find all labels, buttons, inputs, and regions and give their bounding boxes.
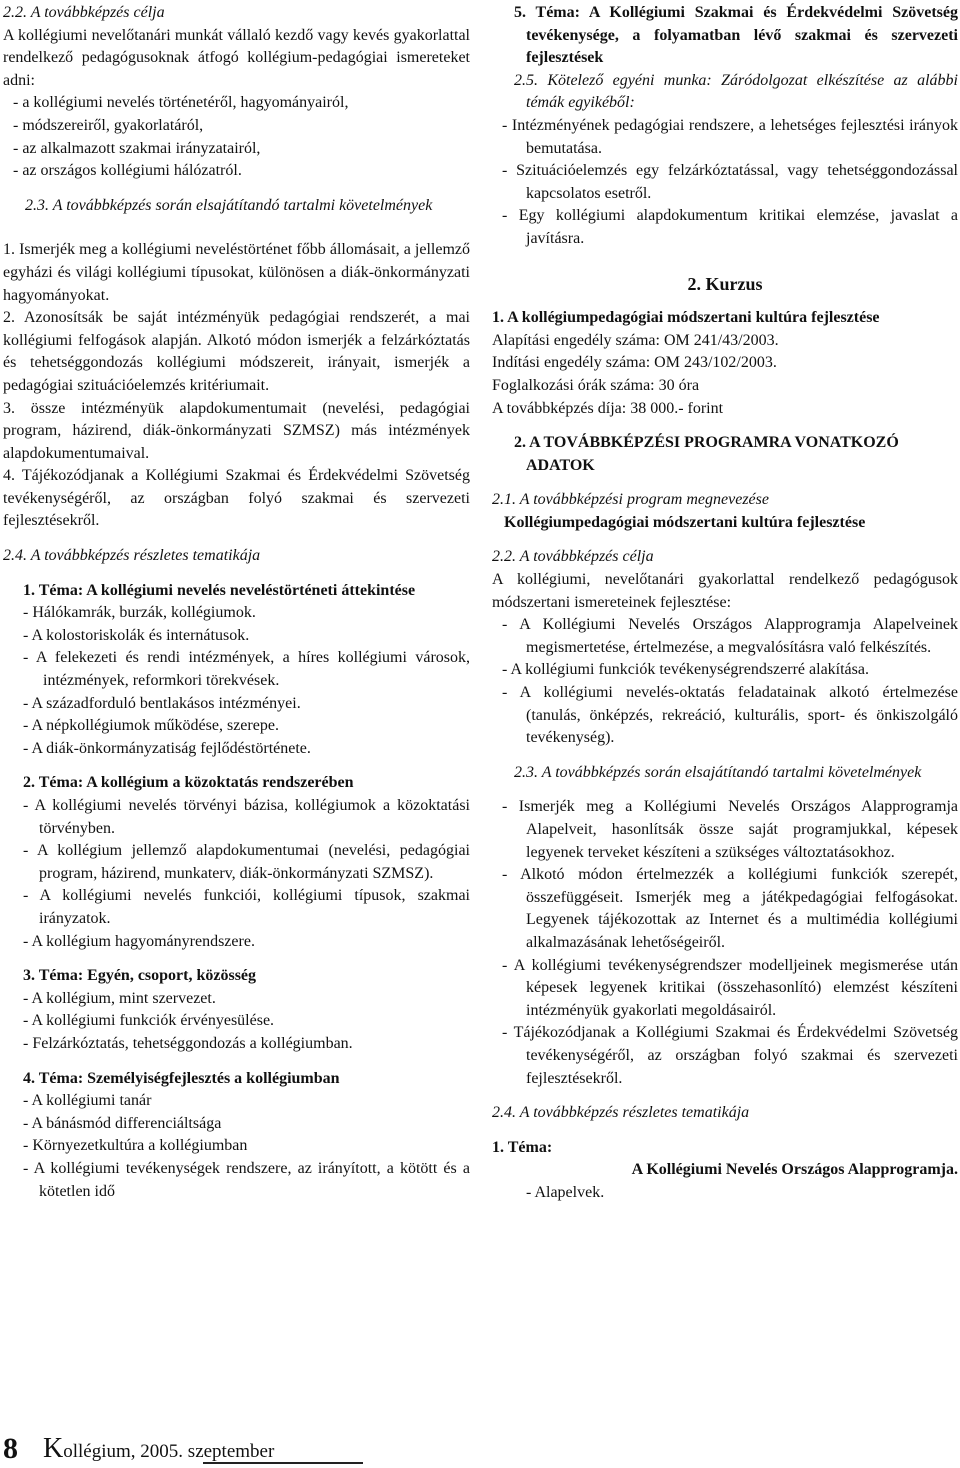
list-item: - Alkotó módon értelmezzék a kollégiumi funkciók szerepét, összefüggéseit. Ismerjék meg a játékpedagógiai felfogásokat. Legyenek tájékozottak az Internet és a multimédia kollégiumi alkalmazásának lehetőségeiről. (502, 866, 958, 951)
journal-initial: K (43, 1433, 64, 1464)
list-item: - A kollégiumi nevelés-oktatás feladatainak alkotó értelmezése (tanulás, önképzés, rekreáció, kulturális, sport- és önkiszolgáló tevékenység). (502, 684, 958, 747)
topic-title: 4. Téma: Személyiségfejlesztés a kollégiumban (23, 1069, 340, 1087)
list-item: - Intézményének pedagógiai rendszere, a lehetséges fejlesztési irányok bemutatása. (502, 116, 958, 157)
footer-rule (203, 1462, 363, 1464)
list-item: 3. össze intézményük alapdokumentumait (nevelési, pedagógiai program, házirend, diák-önkormányzati SZMSZ) más intézmények alapdokumentumaival. (3, 399, 470, 462)
list-item: - A kollégiumi funkciók érvényesülése. (23, 1012, 275, 1030)
section-heading: 2.5. Kötelező egyéni munka: Záródolgozat elkészítése az alábbi témák egyikéből: (514, 71, 958, 112)
list-item: - A kollégiumi nevelés törvényi bázisa, kollégiumok a közoktatási törvényben. (23, 797, 470, 837)
list-item: - A diák-önkormányzatiság fejlődéstörténete. (23, 739, 311, 757)
page-footer (3, 1432, 463, 1466)
topic-title: 5. Téma: A Kollégiumi Szakmai és Érdekvédelmi Szövetség tevékenysége, a folyamatban lévő szakmai és szervezeti fejlesztések (514, 4, 958, 67)
info-line: A továbbképzés díja: 38 000.- forint (492, 399, 724, 417)
info-line: Indítási engedély száma: OM 243/102/2003. (492, 354, 777, 372)
list-item: - módszereiről, gyakorlatáról, (13, 116, 204, 134)
list-item: - Környezetkultúra a kollégiumban (23, 1137, 248, 1155)
topic-subtitle: A Kollégiumi Nevelés Országos Alapprogramja. (631, 1161, 958, 1179)
topic-title: 3. Téma: Egyén, csoport, közösség (23, 967, 257, 985)
list-item: 4. Tájékozódjanak a Kollégiumi Szakmai és Érdekvédelmi Szövetség tevékenységéről, az országban folyó szakmai és szervezeti fejlesztésekről. (3, 467, 470, 530)
list-item: - Felzárkóztatás, tehetséggondozás a kollégiumban. (23, 1034, 353, 1052)
right-column (492, 2, 958, 1205)
list-item: - Hálókamrák, burzák, kollégiumok. (23, 604, 256, 622)
list-item: - A kollégium jellemző alapdokumentumai (nevelési, pedagógiai program, házirend, munkaterv, diák-önkormányzati SZMSZ). (23, 842, 470, 882)
section-title: 2. A TOVÁBBKÉPZÉSI PROGRAMRA VONATKOZÓ ADATOK (514, 434, 899, 474)
list-item: - Tájékozódjanak a Kollégiumi Szakmai és Érdekvédelmi Szövetség tevékenységéről, az országban folyó szakmai és szervezeti fejlesztésekről. (502, 1024, 958, 1087)
list-item: - A kollégiumi tevékenységrendszer modelljeinek megismerése után képesek legyenek kritikai (összehasonlító) elemzést készíteni intézményük gyakorlati megoldásairól. (502, 956, 958, 1019)
list-item: 2. Azonosítsák be saját intézményük pedagógiai rendszerét, a mai kollégiumi felfogások alapján. Alkotó módon ismerjék a felzárkóztatás és tehetséggondozás kollégiumi módszereit, irányait, ismerjék a pedagógiai szituációelemzés kritériumait. (3, 309, 470, 394)
list-item: - az alkalmazott szakmai irányzatairól, (13, 139, 261, 157)
list-item: 1. Ismerjék meg a kollégiumi neveléstörténet főbb állomásait, a jellemző egyházi és világi kollégiumi típusokat, különösen a diák-önkormányzati hagyományokat. (3, 241, 470, 304)
issue-month: szeptember (187, 1441, 275, 1462)
list-item: - A népkollégiumok működése, szerepe. (23, 717, 279, 735)
list-item: - A felekezeti és rendi intézmények, a híres kollégiumi városok, intézmények, reformkori törekvések. (23, 649, 470, 690)
section-heading: 2.1. A továbbképzési program megnevezése (492, 491, 769, 509)
info-line: Foglalkozási órák száma: 30 óra (492, 376, 700, 394)
list-item: - Szituációelemzés egy felzárkóztatással, vagy tehetséggondozással kapcsolatos esetről. (502, 162, 958, 202)
list-item: - A kollégium hagyományrendszere. (23, 932, 255, 950)
section-heading: 2.2. A továbbképzés célja (3, 4, 165, 21)
list-item: - Egy kollégiumi alapdokumentum kritikai elemzése, javaslat a javításra. (502, 207, 958, 247)
list-item: - A kollégiumi tevékenységek rendszere, az irányított, a kötött és a kötetlen idő (23, 1159, 470, 1200)
topic-title: 2. Téma: A kollégium a közoktatás rendszerében (23, 774, 354, 792)
program-name: Kollégiumpedagógiai módszertani kultúra fejlesztése (504, 513, 866, 531)
section-heading: 2.3. A továbbképzés során elsajátítandó tartalmi követelmények (25, 196, 433, 214)
list-item: - a kollégiumi nevelés történetéről, hagyományairól, (13, 94, 349, 112)
list-item: - A bánásmód differenciáltsága (23, 1114, 222, 1132)
list-item: - az országos kollégiumi hálózatról. (13, 162, 242, 180)
left-column (3, 2, 470, 1203)
list-item: - Ismerjék meg a Kollégiumi Nevelés Országos Alapprogramja Alapelveit, hasonlítsák össze saját programjukkal, képesek legyenek terveket készíteni a szükséges változtatásokhoz. (502, 798, 958, 861)
topic-title: 1. Téma: A kollégiumi nevelés neveléstörténeti áttekintése (23, 581, 416, 599)
section-heading: 2.4. A továbbképzés részletes tematikája (492, 1104, 750, 1122)
course-title: 1. A kollégiumpedagógiai módszertani kultúra fejlesztése (492, 309, 880, 327)
list-item: - Alapelvek. (526, 1183, 605, 1201)
list-item: - A kolostoriskolák és internátusok. (23, 626, 250, 644)
journal-rest: ollégium, 2005. (63, 1441, 184, 1462)
list-item: - A századforduló bentlakásos intézményei. (23, 694, 301, 712)
paragraph: A kollégiumi, nevelőtanári gyakorlattal rendelkező pedagógusok módszertani ismereteinek fejlesztése: (492, 571, 958, 611)
info-line: Alapítási engedély száma: OM 241/43/2003. (492, 331, 779, 349)
section-heading: 2.2. A továbbképzés célja (492, 548, 654, 566)
paragraph: A kollégiumi nevelőtanári munkát vállaló kezdő vagy kevés gyakorlattal rendelkező pedagógusoknak átfogó kollégium-pedagógiai ismereteket adni: (3, 26, 470, 89)
list-item: - A kollégium, mint szervezet. (23, 989, 216, 1007)
course-heading: 2. Kurzus (687, 273, 763, 294)
section-heading: 2.4. A továbbképzés részletes tematikája (3, 547, 261, 565)
list-item: - A kollégiumi nevelés funkciói, kollégiumi típusok, szakmai irányzatok. (23, 887, 470, 927)
list-item: - A kollégiumi tanár (23, 1092, 152, 1110)
list-item: - A Kollégiumi Nevelés Országos Alapprogramja Alapelveinek megismertetése, értelmezése, a megvalósításra való felkészítés. (502, 616, 958, 656)
list-item: - A kollégiumi funkciók tevékenységrendszerré alakítása. (502, 661, 869, 679)
topic-title: 1. Téma: (492, 1138, 553, 1156)
page-number: 8 (3, 1432, 18, 1465)
section-heading: 2.3. A továbbképzés során elsajátítandó tartalmi követelmények (514, 763, 922, 781)
